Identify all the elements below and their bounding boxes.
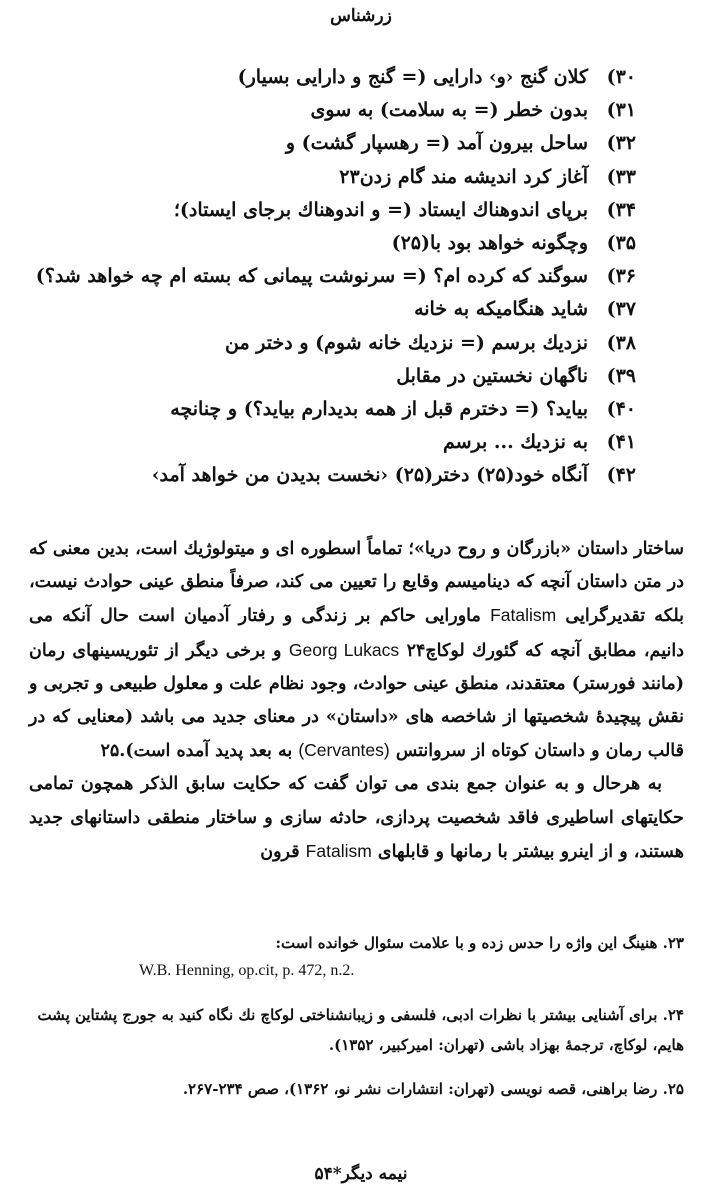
- verse-line-33: [16, 166, 636, 199]
- paragraph-text: به هرحال و به عنوان جمع بندی می توان گفت که حکایت سابق الذکر همچون تمامی حکایتهای اساطیری فاقد شخصیت پردازی، حادثه سازی و ساختار منطقی داستانهای جدید هستند، و از اینرو بیشتر با رمانها و قابلهای: [29, 774, 684, 862]
- verse-number: ۴۲): [606, 464, 636, 487]
- verse-number: ۴۱): [606, 431, 636, 454]
- latin-term-cervantes: (Cervantes): [298, 740, 390, 761]
- verse-number: ۳۴): [606, 198, 636, 221]
- verse-line-37: [16, 298, 636, 331]
- verse-line-41: [16, 431, 636, 464]
- running-head: زرشناس: [330, 6, 392, 26]
- verse-line-32: [16, 132, 636, 165]
- verse-number: ۳۳): [606, 165, 636, 188]
- verse-text: بیاید؟ (= دخترم قبل از همه بدیدارم بیاید؟) و چنانچه: [170, 397, 588, 420]
- verse-text: شاید هنگامیکه به خانه: [414, 298, 588, 321]
- latin-term-fatalism: Fatalism: [305, 840, 372, 861]
- page-footer: نیمه دیگر*۵۴: [314, 1164, 408, 1184]
- paragraph-summary: [29, 768, 684, 869]
- verse-text: به نزدیك ... برسم: [442, 431, 588, 454]
- latin-term-fatalism: Fatalism: [490, 605, 557, 626]
- verse-number: ۳۸): [606, 331, 636, 354]
- verse-list: [16, 66, 636, 497]
- verse-number: ۴۰): [606, 397, 636, 420]
- body-text: [29, 533, 684, 869]
- verse-line-35: [16, 232, 636, 265]
- verse-text: وچگونه خواهد بود با(۲۵): [391, 231, 588, 254]
- verse-text: آغاز کرد اندیشه مند گام زدن۲۳: [339, 165, 588, 188]
- verse-line-39: [16, 365, 636, 398]
- paragraph-text: قرون: [260, 841, 300, 862]
- verse-text: نزدیك برسم (= نزدیك خانه شوم) و دختر من: [225, 331, 588, 354]
- verse-text: ناگهان نخستین در مقابل: [396, 364, 588, 387]
- verse-line-36: [16, 265, 636, 298]
- verse-text: کلان گنج ‹و› دارایی (= گنج و دارایی بسیار): [237, 66, 588, 88]
- footnote-25: [29, 1074, 684, 1104]
- verse-number: ۳۹): [606, 364, 636, 387]
- footnote-text: ۲۵. رضا براهنی، قصه نویسی (تهران: انتشارات نشر نو، ۱۳۶۲)، صص ۲۳۴-۲۶۷.: [182, 1080, 684, 1098]
- paragraph-text: ماورایی حاکم بر زندگی و رفتار آدمیان است حال آنکه می دانیم، مطابق آنچه که گئورك لوکاچ۲۴: [29, 606, 685, 661]
- footnote-23: [29, 928, 684, 986]
- verse-number: ۳۲): [606, 132, 636, 155]
- verse-number: ۳۱): [606, 99, 636, 122]
- paragraph-text: و برخی دیگر از تئوریسینهای رمان (مانند فورستر) معتقدند، منطق عینی حوادث، وجود نظام علت و معلول طبیعی و تجربی و نقش پیچیدهٔ شخصیتها از شاخصه های «داستان» در معنای جدید می باشد (معنایی که در قالب رمان و داستان کوتاه از سروانتس: [29, 640, 684, 762]
- verse-line-42: [16, 464, 636, 497]
- footnote-reference: W.B. Henning, op.cit, p. 472, n.2.: [139, 962, 355, 979]
- verse-number: ۳۶): [606, 265, 636, 288]
- footnote-24: [29, 1000, 684, 1060]
- paragraph-text: به بعد پدید آمده است).۲۵: [100, 741, 293, 762]
- verse-text: برپای اندوهناك ایستاد (= و اندوهناك برجای ایستاد)؛: [173, 198, 588, 221]
- verse-number: ۳۰): [606, 66, 636, 88]
- paragraph-structure: [29, 533, 684, 768]
- verse-line-31: [16, 99, 636, 132]
- verse-line-34: [16, 199, 636, 232]
- latin-term-georg-lukacs: Georg Lukacs: [288, 639, 400, 660]
- footnote-text: ۲۳. هنینگ این واژه را حدس زده و با علامت سئوال خوانده است:: [275, 934, 684, 952]
- verse-number: ۳۵): [606, 231, 636, 254]
- verse-text: بدون خطر (= به سلامت) به سوی: [310, 99, 588, 122]
- verse-text: آنگاه خود(۲۵) دختر(۲۵) ‹نخست بدیدن من خواهد آمد›: [151, 464, 588, 487]
- verse-line-30: [16, 66, 636, 99]
- verse-text: ساحل بیرون آمد (= رهسپار گشت) و: [285, 132, 588, 155]
- footnote-text: ۲۴. برای آشنایی بیشتر با نظرات ادبی، فلسفی و زیبانشناختی لوکاچ نك نگاه کنید به جورج پشتاین پشت هایم، لوکاچ، ترجمهٔ بهزاد باشی (تهران: امیرکبیر، ۱۳۵۲).: [37, 1006, 684, 1054]
- verse-line-40: [16, 398, 636, 431]
- verse-number: ۳۷): [606, 298, 636, 321]
- footnotes: [29, 928, 684, 1118]
- paragraph-text: ساختار داستان «بازرگان و روح دریا»؛ تماماً اسطوره ای و میتولوژیك است، بدین معنی که در متن داستان آنچه که دینامیسم وقایع را تعیین می کند، صرفاً منطق عینی حوادث نیست، بلکه تقدیرگرایی: [29, 539, 685, 627]
- verse-line-38: [16, 332, 636, 365]
- verse-text: سوگند که کرده ام؟ (= سرنوشت پیمانی که بسته ام چه خواهد شد؟): [35, 265, 588, 288]
